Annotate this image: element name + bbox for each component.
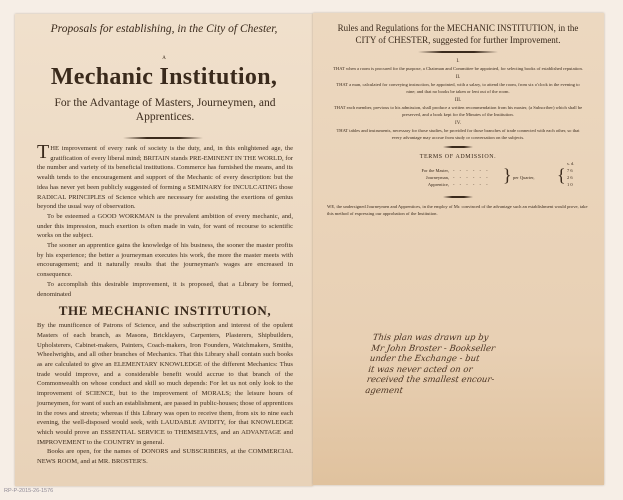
note-line: under the Exchange - but [369, 354, 481, 364]
right-brace: } [503, 165, 512, 185]
currency-header: s. d. [567, 161, 575, 166]
right-page [313, 13, 604, 485]
terms-label: For the Master, [421, 168, 449, 173]
rule-item [333, 120, 583, 141]
terms-table [397, 161, 583, 191]
rule-text: THAT tables and instruments, necessary for those studies, be provided for those branches of trade connected with each other, so that every advantage may accrue from study or conversation on the subjects. [336, 128, 580, 140]
paragraph: By the munificence of Patrons of Science, and the subscription and interest of the opulent Masters of each branch, as Masons, Bricklayers, Carpenters, Plasterers, Shipbuilders, Upholsterers, Cabinet-makers, Painters, Coach-makers, Iron Founders, Watchmakers, Smiths, Wheelwrights, and all other branches of Mechanics. That this Library shall contain such books as are calculated to give an ELEMENTARY KNOWLEDGE of the different Mechanics: Thus trade would improve, and a considerable benefit would accrue to that branch of the Commonwealth on whose conduct and skill so much depends: For let us not only look to the improvement of SCIENCE, but to the improvement of MORALS; the leisure hours of journeymen, for want of such an establishment, are passed in public-houses; those of apprentices in the rows and streets; whereas if this Library was open to receive them, from six to nine each evening, the well-disposed would seek, with LAUDABLE AVIDITY, for that KNOWLEDGE which would prove an ESSENTIAL SERVICE to THEMSELVES, and an ADVANTAGE and IMPROVEMENT to the COUNTRY in general. [37, 322, 293, 446]
terms-label: Journeyman, [425, 175, 449, 180]
right-text-flow [327, 22, 588, 217]
terms-period: per Quarter, [513, 175, 535, 180]
note-line: received the smallest encour- [366, 375, 495, 385]
paragraph: HE improvement of every rank of society is the duty, and, in this enlightened age, the gratification of every liberal mind; BRITAIN stands PRE-EMINENT IN THE WORLD, for the number and variety of its beneficial institutions. Commerce has furnished the means, and its wealth tends to the encouragement and support of the Mechanic of every description: but the idea has never yet been publicly suggested of forming a SEMINARY for INCULCATING those RADICAL PRINCIPLES of Science which are necessary for assisting the exertions of genius beyond the usual way of observation. [37, 145, 293, 211]
ornamental-rule [443, 196, 473, 198]
accession-number: RP-P-2015-26-1576 [4, 488, 54, 494]
rule-number: II. [455, 75, 461, 80]
ornamental-rule [418, 51, 498, 53]
intro-text [37, 141, 293, 299]
rules-title: Rules and Regulations for the MECHANIC INSTITUTION, in the CITY of CHESTER, suggested for further Improvement. [337, 23, 579, 45]
terms-price: 7 6 [567, 168, 573, 173]
proposal-heading: Proposals for establishing, in the City of Chester, [50, 23, 278, 35]
ornamental-rule [443, 146, 473, 148]
section-title: THE MECHANIC INSTITUTION, [58, 303, 272, 319]
main-title: Mechanic Institution, [50, 64, 278, 90]
dot-leader: - - - - - - [453, 175, 490, 180]
handwritten-note [365, 333, 574, 396]
rule-item [333, 58, 583, 72]
terms-title: TERMS OF ADMISSION. [419, 154, 497, 160]
dot-leader: - - - - - - [453, 168, 490, 173]
ornamental-rule [123, 137, 203, 139]
left-page [15, 14, 313, 486]
note-line: agement [364, 385, 404, 396]
drop-cap: T [37, 141, 50, 163]
rule-text: THAT when a room is procured for the purpose, a Chairman and Committee be appointed, for selecting books of established reputation. [333, 66, 583, 71]
rule-text: THAT each member, previous to his admission, shall produce a written recommendation from his master, (a Subscriber) which shall be preserved, and a book kept for the Minutes of the Institution. [333, 105, 583, 117]
left-text-flow [37, 141, 293, 467]
paragraph: To be esteemed a GOOD WORKMAN is the prevalent ambition of every mechanic, and, under this impression, much exertion is often made in vain, for want of recourse to scientific works on the subject. [37, 212, 293, 240]
subtitle: For the Advantage of Masters, Journeymen, and Apprentices. [54, 97, 276, 123]
paragraph: The sooner an apprentice gains the knowledge of his business, the sooner the master profits by his experience; the better a journeyman executes his work, the more the master meets with encouragement; and it naturally results that the journeyman's wages are encreased in consequence. [37, 242, 293, 279]
rule-item [333, 74, 583, 95]
rule-item [333, 97, 583, 118]
terms-price: 1 0 [567, 182, 573, 187]
terms-price: 2 6 [567, 175, 573, 180]
left-brace: { [557, 165, 566, 185]
note-line: it was never acted on or [367, 364, 474, 375]
dot-leader: - - - - - - [453, 182, 490, 187]
note-line: Mr John Broster - Bookseller [370, 343, 496, 354]
rules-list [333, 58, 583, 141]
paragraph: Books are open, for the names of DONORS and SUBSCRIBERS, at the COMMERCIAL NEWS ROOM, and at MR. BROSTER'S. [37, 448, 293, 466]
rule-number: III. [454, 98, 462, 103]
rule-number: IV. [455, 121, 461, 126]
article-a: A [162, 56, 166, 61]
rule-text: THAT a man, calculated for conveying instruction, be appointed, with a salary, to attend the room, from six o'clock in the evening to nine; and that no books be taken or lent out of the room. [336, 82, 580, 94]
main-text [37, 321, 293, 467]
paragraph: To accomplish this desirable improvement, it is proposed, that a Library be formed, denominated [37, 280, 293, 298]
declaration: WE, the undersigned Journeymen and Apprentices, in the employ of Mr. convinced of the advantage such an establishment would prove, take this method of expressing our approbation of the Institution. [327, 204, 588, 216]
terms-label: Apprentice, [427, 182, 449, 187]
rule-number: I. [456, 59, 460, 64]
note-line: This plan was drawn up by [372, 333, 490, 343]
